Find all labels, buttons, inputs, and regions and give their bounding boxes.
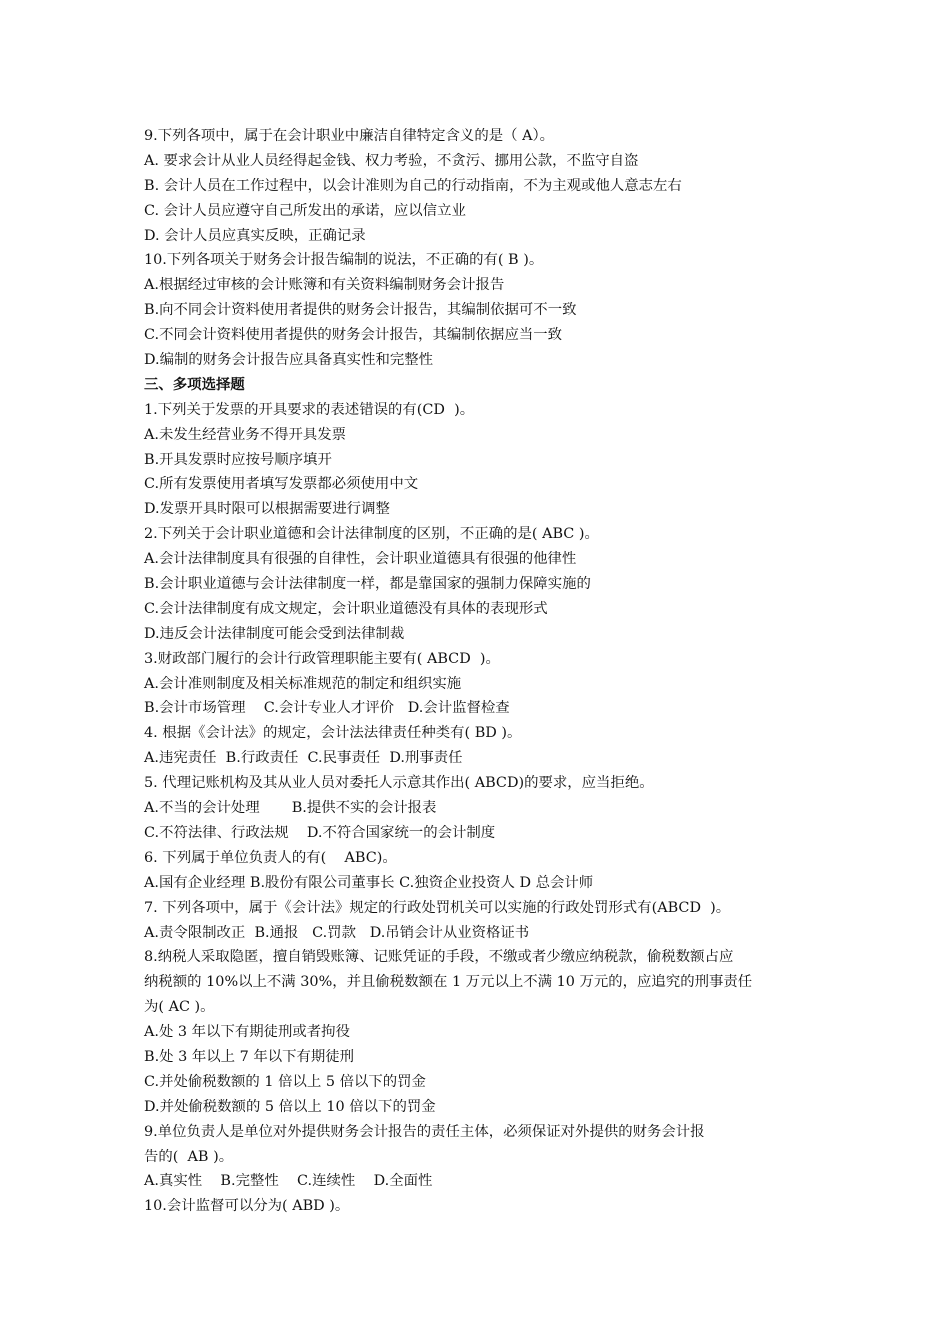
option-line: A.不当的会计处理 B.提供不实的会计报表 bbox=[144, 800, 437, 817]
option-line: A.会计准则制度及相关标准规范的制定和组织实施 bbox=[144, 675, 462, 692]
option-line: C. 会计人员应遵守自己所发出的承诺，应以信立业 bbox=[144, 202, 466, 219]
option-line: C.并处偷税数额的 1 倍以上 5 倍以下的罚金 bbox=[144, 1073, 426, 1090]
document-body bbox=[144, 124, 814, 1219]
question-line: 6. 下列属于单位负责人的有( ABC)。 bbox=[144, 849, 397, 866]
option-line: A.根据经过审核的会计账簿和有关资料编制财务会计报告 bbox=[144, 277, 505, 294]
option-line: A.国有企业经理 B.股份有限公司董事长 C.独资企业投资人 D 总会计师 bbox=[144, 874, 594, 891]
question-line: 4. 根据《会计法》的规定，会计法法律责任种类有( BD )。 bbox=[144, 725, 522, 742]
option-line: B. 会计人员在工作过程中，以会计准则为自己的行动指南，不为主观或他人意志左右 bbox=[144, 177, 682, 194]
question-line: 10.下列各项关于财务会计报告编制的说法，不正确的有( B )。 bbox=[144, 252, 544, 269]
question-line: 5. 代理记账机构及其从业人员对委托人示意其作出( ABCD)的要求，应当拒绝。 bbox=[144, 775, 654, 792]
option-line: A.真实性 B.完整性 C.连续性 D.全面性 bbox=[144, 1173, 433, 1190]
option-line: A.会计法律制度具有很强的自律性，会计职业道德具有很强的他律性 bbox=[144, 551, 577, 568]
option-line: B.开具发票时应按号顺序填开 bbox=[144, 451, 332, 468]
option-line: B.处 3 年以上 7 年以下有期徒刑 bbox=[144, 1048, 355, 1065]
option-line: C.所有发票使用者填写发票都必须使用中文 bbox=[144, 476, 419, 493]
question-line: 3.财政部门履行的会计行政管理职能主要有( ABCD )。 bbox=[144, 650, 500, 667]
question-line: 9.单位负责人是单位对外提供财务会计报告的责任主体，必须保证对外提供的财务会计报 bbox=[144, 1123, 705, 1140]
question-line: 8.纳税人采取隐匿，擅自销毁账簿、记账凭证的手段，不缴或者少缴应纳税款，偷税数额占应 bbox=[144, 949, 734, 966]
option-line: C.不同会计资料使用者提供的财务会计报告，其编制依据应当一致 bbox=[144, 327, 563, 344]
option-line: D.编制的财务会计报告应具备真实性和完整性 bbox=[144, 352, 434, 369]
option-line: C.不符法律、行政法规 D.不符合国家统一的会计制度 bbox=[144, 824, 496, 841]
option-line: D.发票开具时限可以根据需要进行调整 bbox=[144, 501, 390, 518]
question-line: 7. 下列各项中，属于《会计法》规定的行政处罚机关可以实施的行政处罚形式有(ABCD )。 bbox=[144, 899, 731, 916]
question-line: 告的( AB )。 bbox=[144, 1148, 234, 1165]
question-line: 纳税额的 10%以上不满 30%，并且偷税数额在 1 万元以上不满 10 万元的，应追究的刑事责任 bbox=[144, 974, 753, 991]
section-heading: 三、多项选择题 bbox=[144, 376, 245, 393]
option-line: D.违反会计法律制度可能会受到法律制裁 bbox=[144, 625, 405, 642]
option-line: D.并处偷税数额的 5 倍以上 10 倍以下的罚金 bbox=[144, 1098, 436, 1115]
option-line: C.会计法律制度有成文规定，会计职业道德没有具体的表现形式 bbox=[144, 600, 548, 617]
question-line: 1.下列关于发票的开具要求的表述错误的有(CD )。 bbox=[144, 401, 475, 418]
option-line: A.责令限制改正 B.通报 C.罚款 D.吊销会计从业资格证书 bbox=[144, 924, 530, 941]
option-line: D. 会计人员应真实反映，正确记录 bbox=[144, 227, 366, 244]
question-line: 2.下列关于会计职业道德和会计法律制度的区别，不正确的是( ABC )。 bbox=[144, 526, 599, 543]
option-line: A.未发生经营业务不得开具发票 bbox=[144, 426, 347, 443]
option-line: A.处 3 年以下有期徒刑或者拘役 bbox=[144, 1024, 350, 1041]
option-line: A.违宪责任 B.行政责任 C.民事责任 D.刑事责任 bbox=[144, 750, 463, 767]
option-line: B.会计市场管理 C.会计专业人才评价 D.会计监督检查 bbox=[144, 700, 510, 717]
option-line: B.会计职业道德与会计法律制度一样，都是靠国家的强制力保障实施的 bbox=[144, 576, 591, 593]
option-line: B.向不同会计资料使用者提供的财务会计报告，其编制依据可不一致 bbox=[144, 302, 577, 319]
question-line: 为( AC )。 bbox=[144, 999, 215, 1016]
question-line: 10.会计监督可以分为( ABD )。 bbox=[144, 1198, 350, 1215]
question-line: 9.下列各项中，属于在会计职业中廉洁自律特定含义的是（ A）。 bbox=[144, 128, 555, 144]
option-line: A. 要求会计从业人员经得起金钱、权力考验，不贪污、挪用公款，不监守自盗 bbox=[144, 152, 639, 169]
